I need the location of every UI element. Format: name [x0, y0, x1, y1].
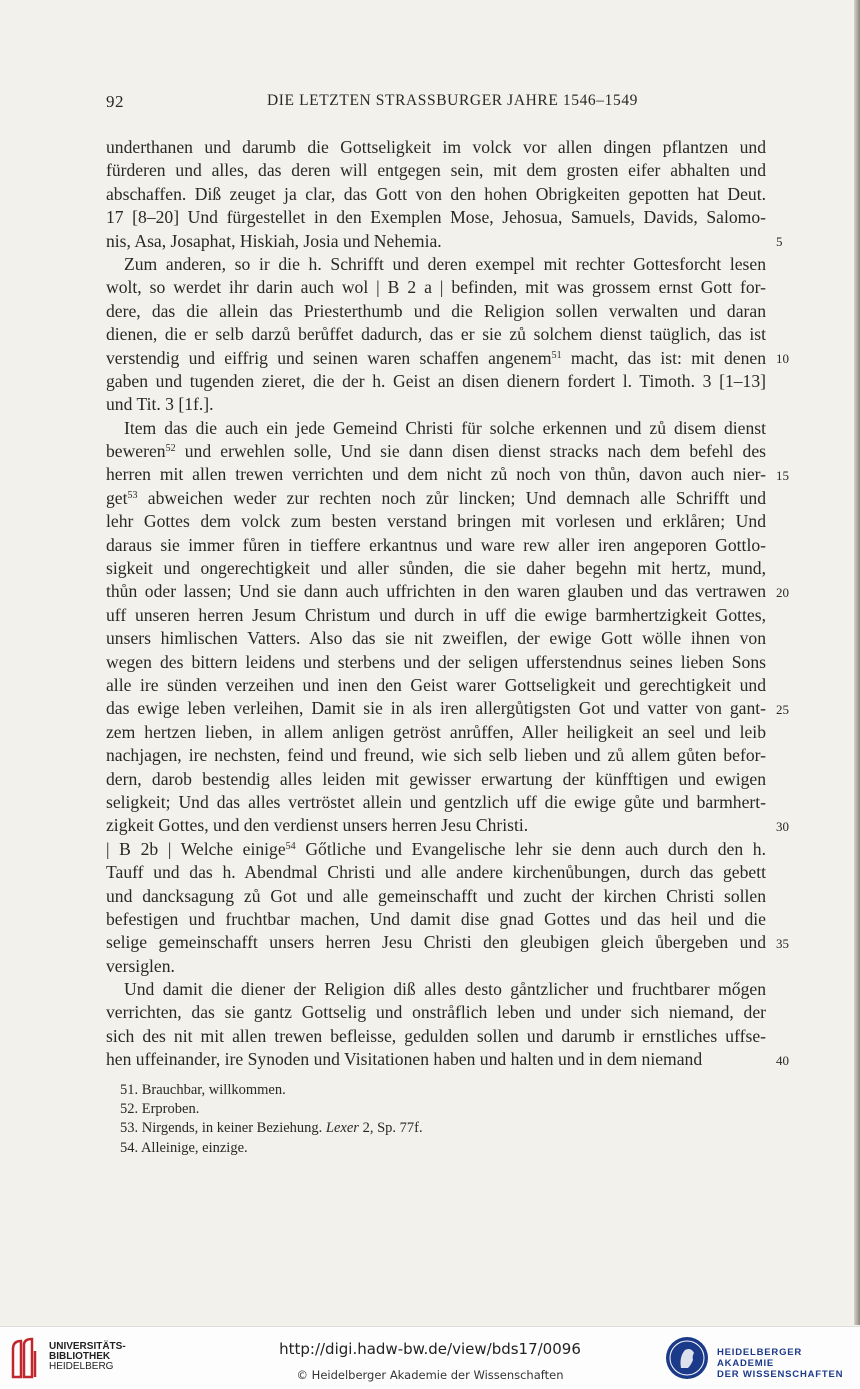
text-line: | B 2b | Welche einige$^{54}$ Gőtliche und Evangelische lehr sie denn auch durch den h. [106, 838, 766, 859]
text-line: abschaffen. Diß zeuget ja clar, das Gott von den hohen Obrigkeiten gepotten hat Deut. [106, 183, 766, 204]
text-line: Tauff und das h. Abendmal Christi und alle andere kirchenůbungen, durch das gebett [106, 862, 766, 883]
page-number: 92 [106, 92, 124, 111]
text-line: befestigen und fruchtbar machen, Und damit dise gnad Gottes und das heil und die [106, 908, 766, 929]
text-line: Zum anderen, so ir die h. Schrifft und deren exempel mit rechter Gottesforcht lesen [124, 253, 766, 274]
line-number: 10 [776, 350, 789, 366]
text-line: das ewige leben verleihen, Damit sie in als iren allergůtigsten Got und vatter von gant- [106, 698, 766, 719]
text-line: nis, Asa, Josaphat, Hiskiah, Josia und Nehemia. [106, 230, 442, 251]
text-line: Und damit die diener der Religion diß alles desto gåntzlicher und fruchtbarer mőgen [124, 979, 766, 1000]
hadw-line: HEIDELBERGER AKADEMIE [717, 1347, 803, 1369]
text-line: dienen, die er selb darzů berůffet dadurch, das er sie zů solchem dienst taüglich, das ist [106, 324, 766, 345]
text-line: lehr Gottes dem volck zum besten verstand bringen mit vorlesen und erklåren; Und [106, 511, 766, 532]
page-header [0, 92, 860, 116]
text-line: und Tit. 3 [1f.]. [106, 394, 214, 415]
text-line: Item das die auch ein jede Gemeind Christi für solche erkennen und zů disem dienst [124, 417, 766, 438]
text-line: wegen des bittern leidens und sterbens und der seligen ufferstendnus seines lieben Sons [106, 651, 766, 672]
text-line: herren mit allen trewen verrichten und dem nicht zů noch von thůn, davon auch nier- [106, 464, 766, 485]
line-number: 20 [776, 584, 789, 600]
text-line: hen uffeinander, ire Synoden und Visitationen haben und halten und in dem niemand [106, 1049, 703, 1070]
line-number: 5 [776, 233, 783, 249]
text-line: sigkeit und ongerechtigkeit und aller sůnden, die sie daher begehn mit hertz, mund, [106, 558, 766, 579]
line-number: 15 [776, 467, 789, 483]
permalink-url[interactable]: http://digi.hadw-bw.de/view/bds17/0096 [279, 1340, 581, 1358]
hadw-seal-logo[interactable] [664, 1335, 710, 1381]
text-line: dere, das die allein das Priesterthumb und die Religion sollen verwalten und daran [106, 300, 766, 321]
text-line: nachjagen, ire nechsten, feind und freund, wie sich selb lieben und zů allem gůten befor- [106, 745, 766, 766]
hadw-line: DER WISSENSCHAFTEN [717, 1369, 844, 1380]
text-line: selige gemeinschafft unsers herren Jesu Christi den gleubigen gleich ůbergeben und [106, 932, 766, 953]
text-line: seligkeit; Und das alles vertröstet allein und gentzlich uff die ewige gůte und barmhert- [106, 791, 766, 812]
footnote: 52. Erproben. [120, 1101, 200, 1118]
text-line: wolt, so werdet ihr darin auch wol | B 2 a | befinden, mit was grossem ernst Gott for- [106, 277, 766, 298]
line-number: 25 [776, 701, 789, 717]
ub-line: UNIVERSITÄTS- [49, 1341, 126, 1352]
line-number: 30 [776, 818, 789, 834]
text-line: und dancksagung zů Got und alle gemeinschafft und zucht der kirchen Christi sollen [106, 885, 766, 906]
text-line: uff unseren herren Jesum Christum und durch in uff die ewige barmhertzigkeit Gottes, [106, 604, 766, 625]
hadw-name [717, 1347, 860, 1380]
copyright-notice: © Heidelberger Akademie der Wissenschaften [296, 1368, 564, 1382]
running-title: DIE LETZTEN STRASSBURGER JAHRE 1546–1549 [267, 92, 639, 109]
text-line: 17 [8–20] Und fürgestellet in den Exemplen Mose, Jehosua, Samuels, Davids, Salomo- [106, 207, 766, 228]
text-line: verstendig und eiffrig und seinen waren schaffen angenem$^{51}$ macht, das ist: mit denen [106, 347, 766, 368]
text-line: verrichten, das sie gantz Gottselig und onstråflich leben und under sich niemand, der [106, 1002, 766, 1023]
text-line: zigkeit Gottes, und den verdienst unsers herren Jesu Christi. [106, 815, 529, 836]
footnote: 51. Brauchbar, willkommen. [120, 1082, 286, 1098]
text-line: alle ire sünden verzeihen und inen den Geist warer Gottseligkeit und gerechtigkeit und [106, 674, 766, 695]
text-line: daraus sie immer fůren in tieffere erkantnus und ware rew aller iren angeporen Gottlo- [106, 534, 766, 555]
ub-line: BIBLIOTHEK [49, 1351, 111, 1362]
footnotes [120, 1081, 423, 1158]
text-line: unsers himlischen Vatters. Also das sie nit zweiflen, der ewige Gott wölle ihnen von [106, 628, 766, 649]
text-line: dern, darob bestendig alles leiden mit gewisser erwartung der künfftigen und ewigen [106, 768, 766, 789]
text-line: beweren$^{52}$ und erwehlen solle, Und sie dann disen dienst stracks nach dem befehl des [106, 441, 766, 462]
body-text [106, 136, 766, 1072]
text-line: thůn oder lassen; Und sie dann auch uffrichten in den waren glauben und das vertrawen [106, 581, 766, 602]
text-line: gaben und tugenden zieret, die der h. Geist an disen dienern fordert l. Timoth. 3 [1–13] [106, 370, 766, 391]
text-line: zem hertzen lieben, in allem anligen getröst anrůffen, Aller heiligkeit an seel und leib [106, 721, 766, 742]
text-line: versiglen. [106, 955, 175, 976]
text-line: underthanen und darumb die Gottseligkeit im volck vor allen dingen pflantzen und [106, 137, 766, 157]
line-number: 40 [776, 1052, 789, 1068]
ub-line: HEIDELBERG [49, 1361, 114, 1372]
footnote: 53. Nirgends, in keiner Beziehung. Lexer 2, Sp. 77f. [120, 1120, 423, 1137]
page-edge [854, 0, 860, 1325]
text-line: get$^{53}$ abweichen weder zur rechten noch zůr lincken; Und demnach alle Schrifft und [106, 487, 766, 508]
text-line: fürderen und alles, das deren will entgegen sein, mit dem grosten eifer abhalten und [106, 160, 766, 181]
line-number: 35 [776, 935, 789, 951]
footer-bar [0, 1326, 860, 1389]
text-line: sich des nit mit allen trewen befleisse, gedulden sollen und darumb ir ernstliches uffse- [106, 1025, 766, 1046]
footnote: 54. Alleinige, einzige. [120, 1139, 248, 1156]
